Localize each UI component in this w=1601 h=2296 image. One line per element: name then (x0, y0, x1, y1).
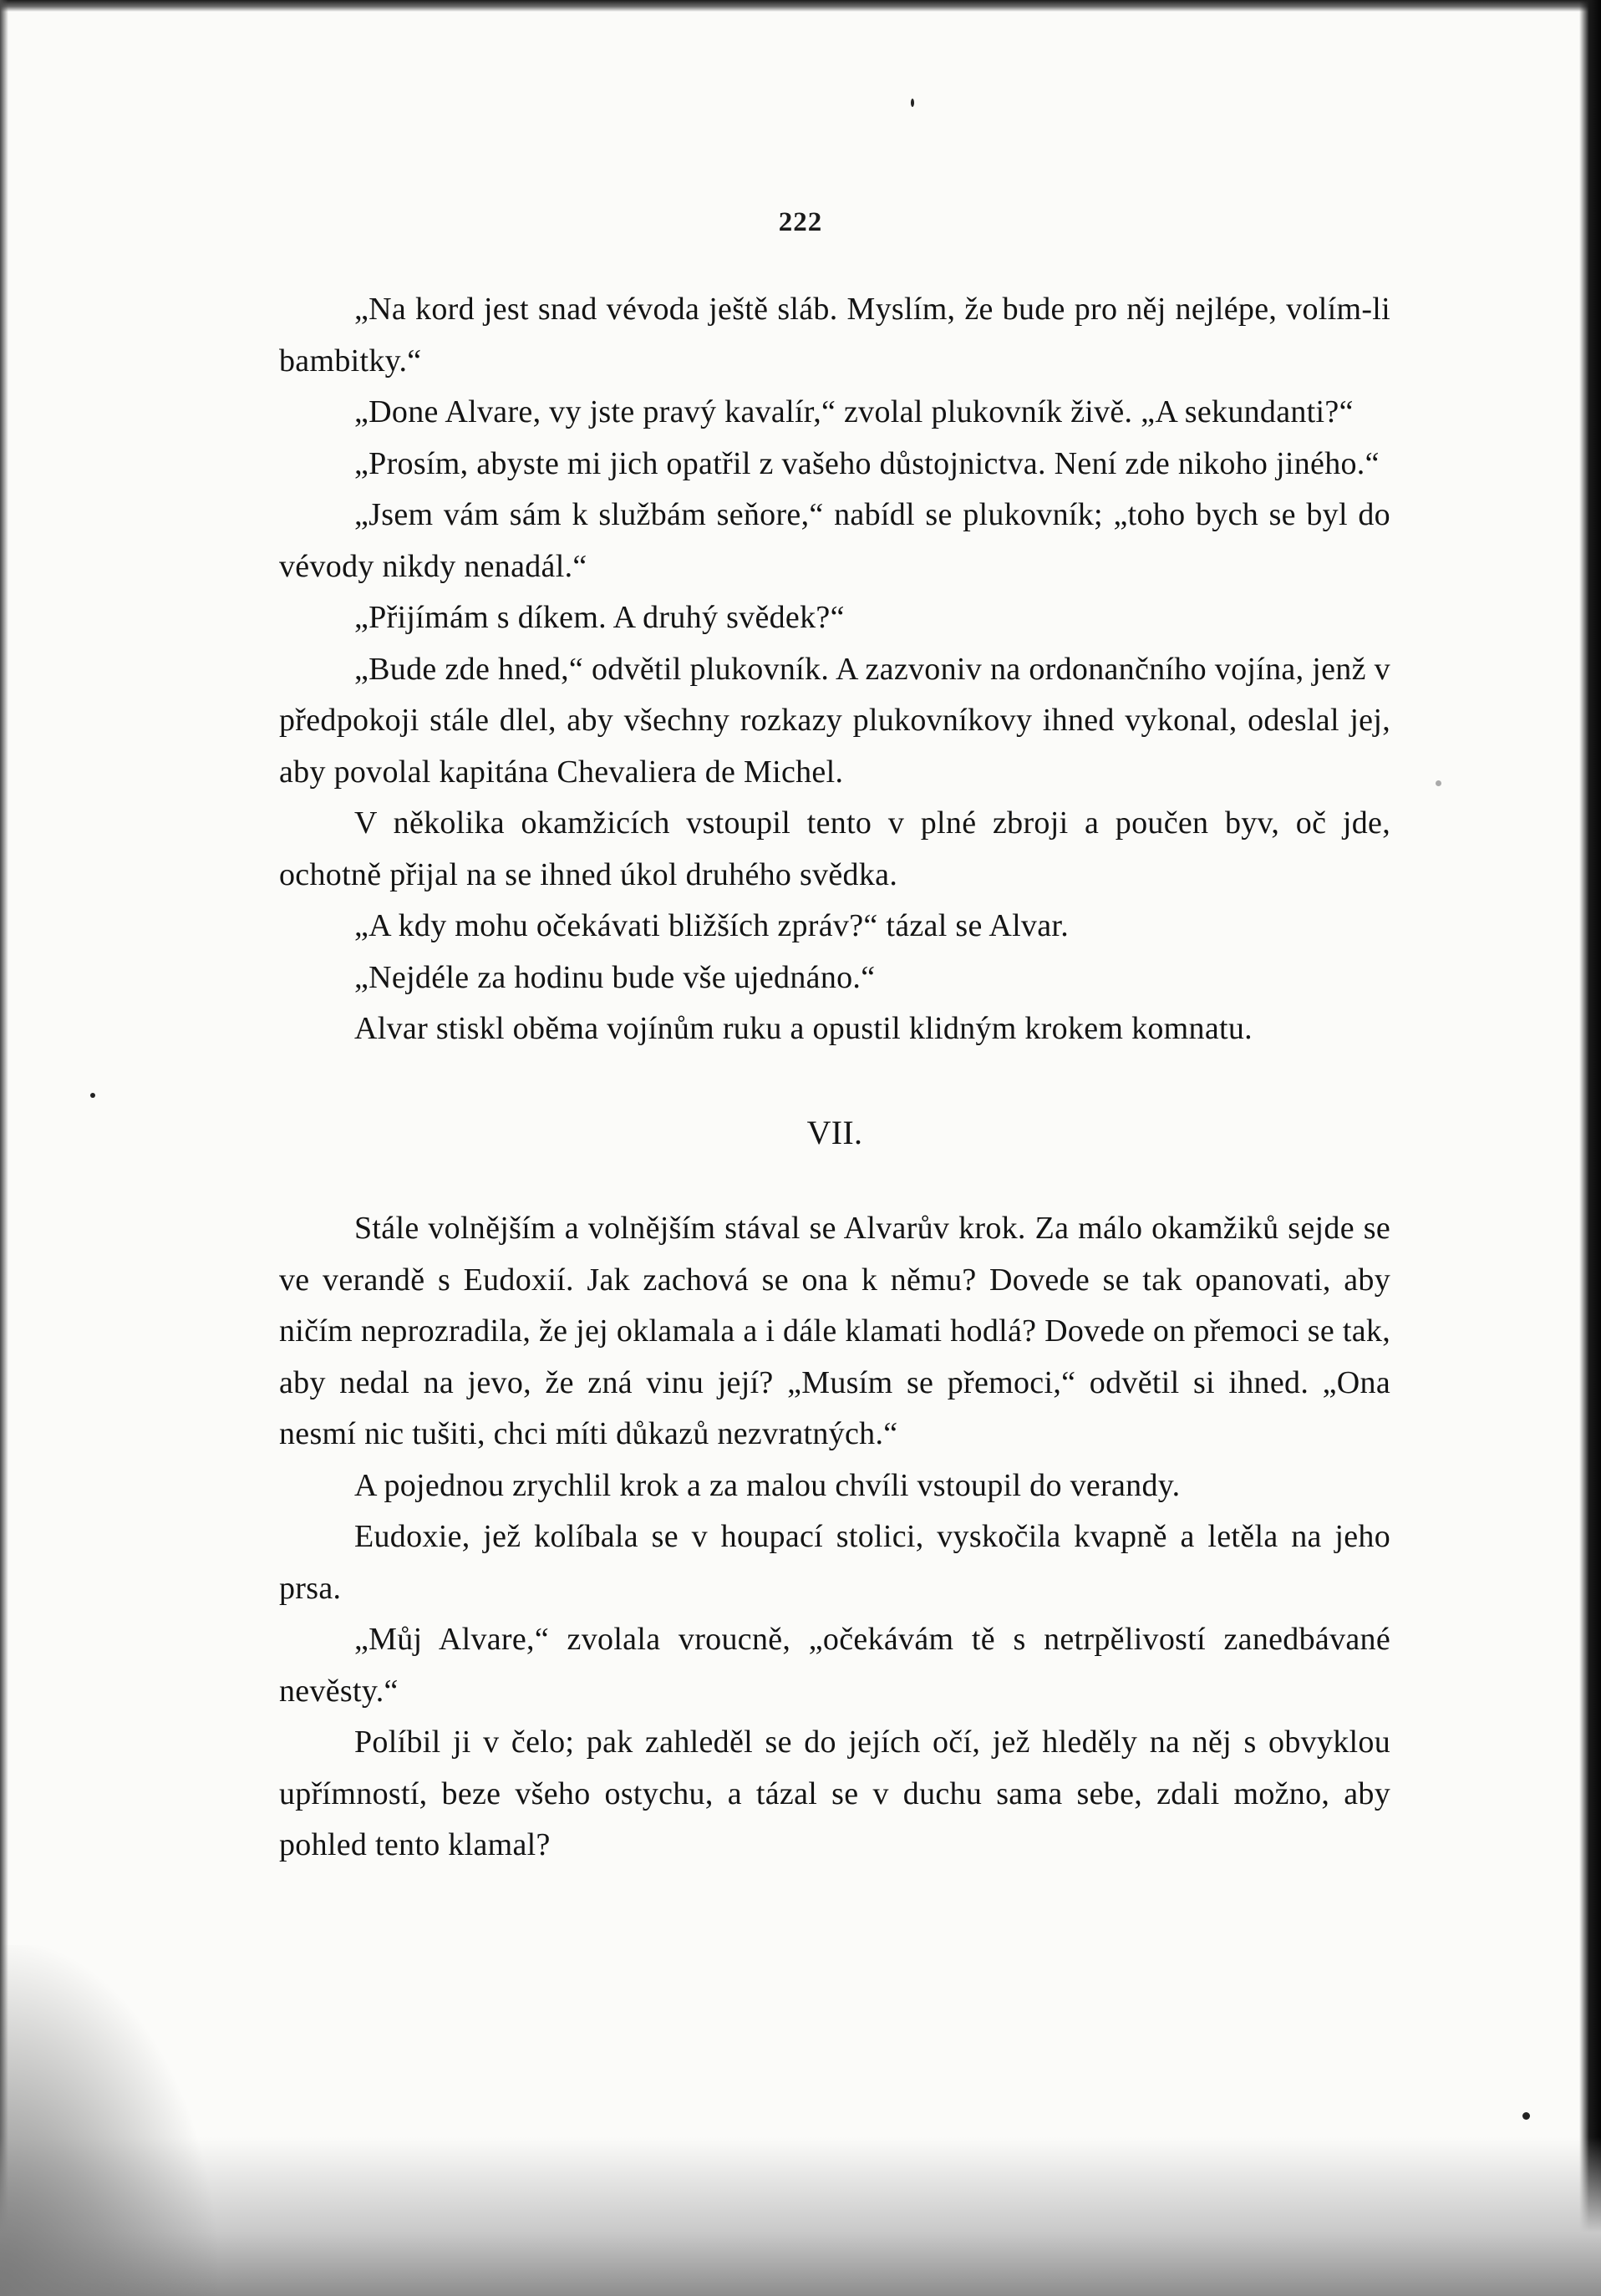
paragraph: „Nejdéle za hodinu bude vše ujednáno.“ (354, 959, 876, 995)
paragraph: Alvar stiskl oběma vojínům ruku a opustil klidným krokem komnatu. (354, 1011, 1253, 1046)
paragraph: „Můj Alvare,“ zvolala vroucně, „očekávám tě s netrpělivostí zanedbávané nevěsty.“ (279, 1622, 1390, 1709)
paragraph: Eudoxie, jež kolíbala se v houpací stolici, vyskočila kvapně a letěla na jeho prsa. (279, 1519, 1390, 1606)
paragraph: Políbil ji v čelo; pak zahleděl se do jejích očí, jež hleděly na něj s obvyklou upřímností, beze všeho ostychu, a tázal se v duchu sama sebe, zdali možno, aby pohled tento klamal? (279, 1725, 1390, 1862)
corner-shadow (0, 1945, 217, 2296)
scan-edge-bottom (0, 2137, 1601, 2296)
ink-speck (1522, 2112, 1530, 2120)
paragraph: „Jsem vám sám k službám seňore,“ nabídl se plukovník; „toho bych se byl do vévody nikdy nenadál.“ (279, 497, 1390, 584)
paragraph: A pojednou zrychlil krok a za malou chvíli vstoupil do verandy. (354, 1467, 1181, 1503)
paragraph: „Prosím, abyste mi jich opatřil z vašeho důstojnictva. Není zde nikoho jiného.“ (354, 445, 1380, 481)
paragraph: Stále volnějším a volnějším stával se Alvarův krok. Za málo okamžiků sejde se ve verandě s Eudoxií. Jak zachová se ona k němu? Dovede se tak opanovati, aby ničím neprozradila, že jej oklamala a i dále klamati hodlá? Dovede on přemoci se tak, aby nedal na jevo, že zná vinu její? „Musím se přemoci,“ odvětil si ihned. „Ona nesmí nic tušiti, chci míti důkazů nezvratných.“ (279, 1211, 1390, 1451)
body-text (279, 284, 1390, 1872)
scan-edge-top (0, 0, 1601, 12)
paragraph: „Na kord jest snad vévoda ještě sláb. Myslím, že bude pro něj nejlépe, volím-li bambitky.“ (279, 292, 1390, 378)
paragraph: V několika okamžicích vstoupil tento v plné zbroji a poučen byv, oč jde, ochotně přijal na se ihned úkol druhého svědka. (279, 805, 1390, 892)
paragraph: „Přijímám s díkem. A druhý svědek?“ (354, 600, 845, 635)
chapter-heading: VII. (806, 1113, 863, 1151)
ink-speck (911, 99, 914, 107)
ink-speck (1436, 780, 1441, 786)
page-number: 222 (778, 207, 823, 237)
paragraph: „Done Alvare, vy jste pravý kavalír,“ zvolal plukovník živě. „A sekundanti?“ (354, 394, 1354, 429)
paragraph: „A kdy mohu očekávati bližších zpráv?“ tázal se Alvar. (354, 908, 1070, 943)
ink-speck (90, 1093, 95, 1098)
paragraph: „Bude zde hned,“ odvětil plukovník. A zazvoniv na ordonančního vojína, jenž v předpokoji stále dlel, aby všechny rozkazy plukovníkovy ihned vykonal, odeslal jej, aby povolal kapitána Chevaliera de Michel. (279, 651, 1390, 790)
scan-edge-right (1579, 0, 1601, 2296)
